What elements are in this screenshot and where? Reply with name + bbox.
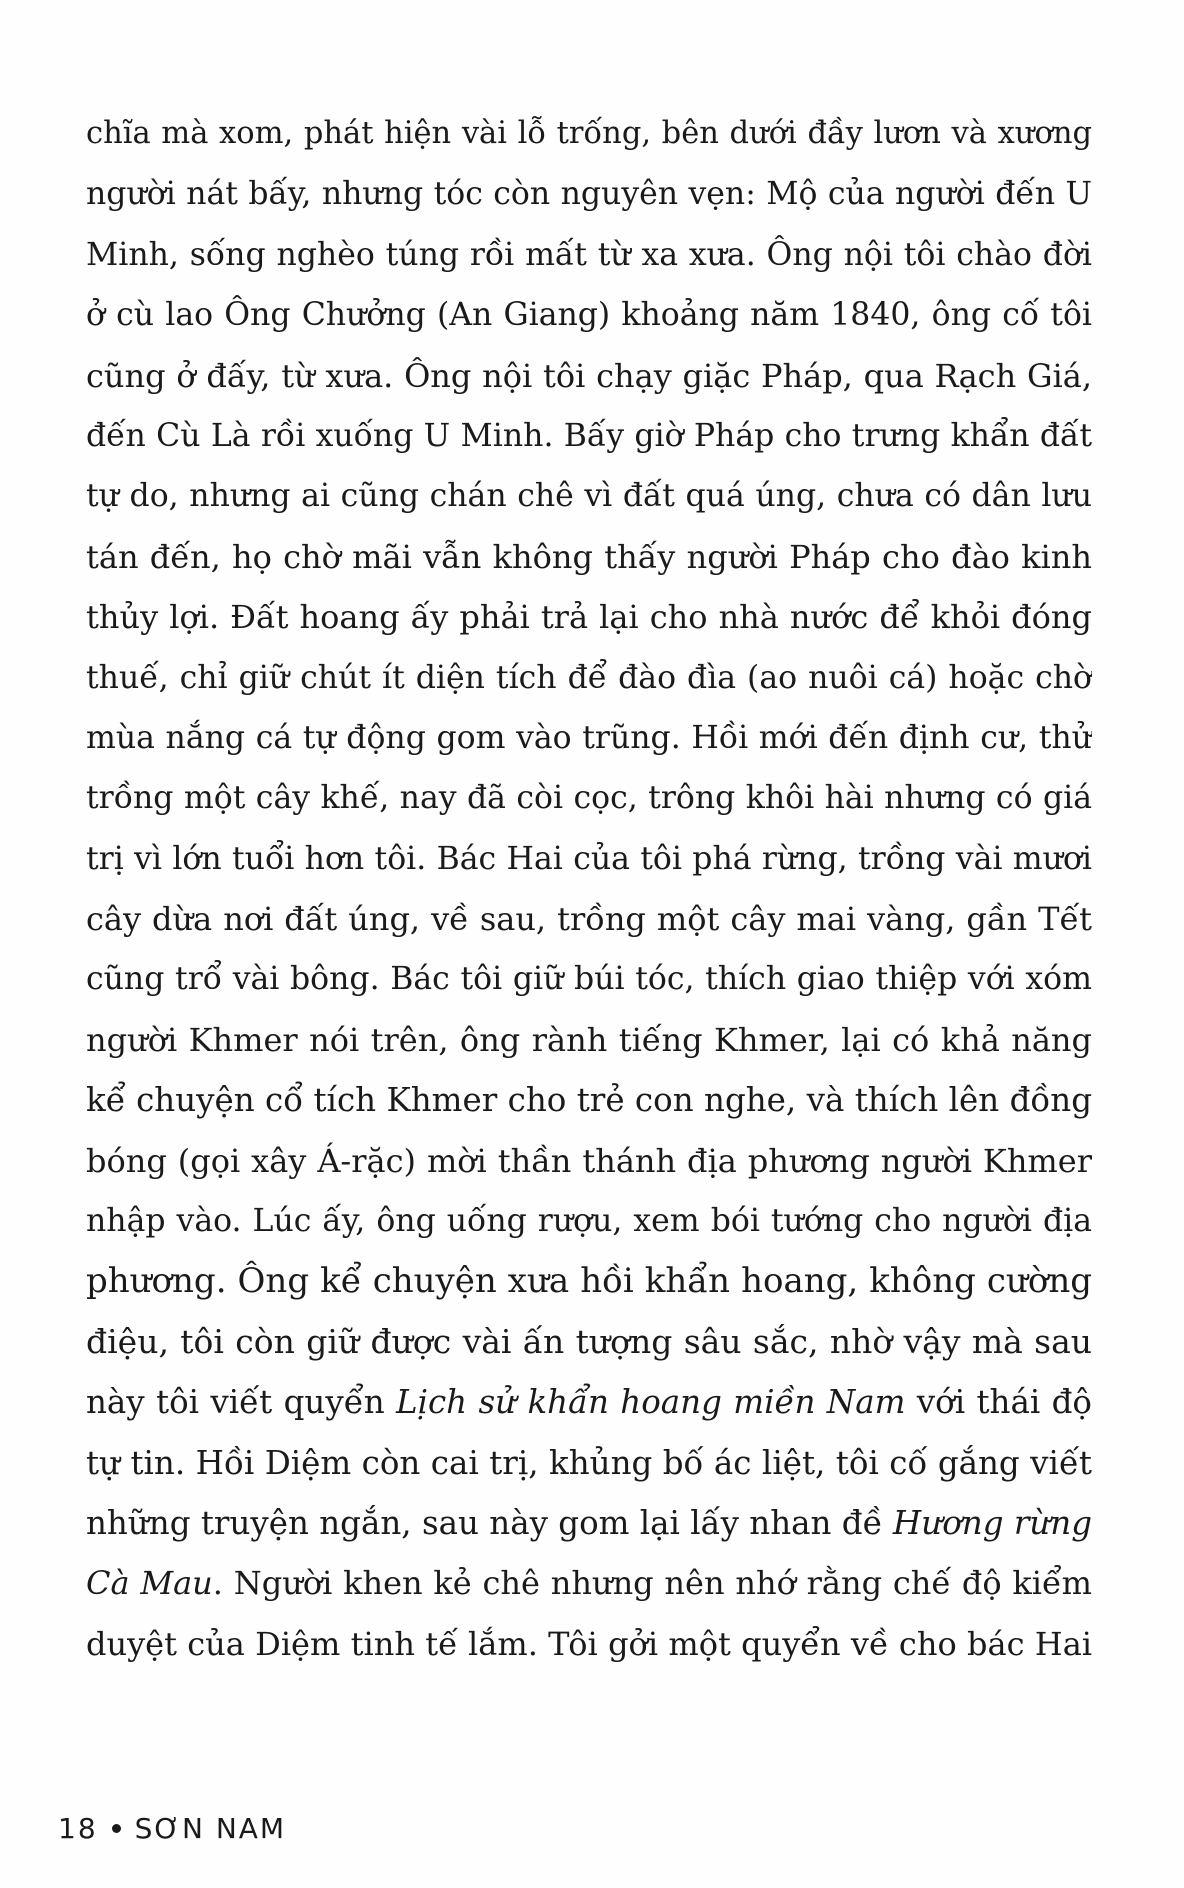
text-line: mùa nắng cá tự động gom vào trũng. Hồi mới đến định cư, thử xyxy=(86,719,1092,756)
text-line: Cà Mau. Người khen kẻ chê nhưng nên nhớ rằng chế độ kiểm xyxy=(86,1564,1092,1603)
bullet-icon xyxy=(112,1824,121,1833)
text-line: người Khmer nói trên, ông rành tiếng Khmer, lại có khả năng xyxy=(86,1020,1092,1059)
text-line: cây dừa nơi đất úng, về sau, trồng một cây mai vàng, gần Tết xyxy=(86,900,1092,939)
text-line: duyệt của Diệm tinh tế lắm. Tôi gởi một quyển về cho bác Hai xyxy=(86,1624,1092,1663)
text-line: trồng một cây khế, nay đã còi cọc, trông khôi hài nhưng có giá xyxy=(86,780,1092,817)
text-line: này tôi viết quyển Lịch sử khẩn hoang miền Nam với thái độ xyxy=(86,1383,1092,1422)
text-line: cũng ở đấy, từ xưa. Ông nội tôi chạy giặc Pháp, qua Rạch Giá, xyxy=(86,356,1092,395)
text-line: tự tin. Hồi Diệm còn cai trị, khủng bố ác liệt, tôi cố gắng viết xyxy=(86,1443,1092,1482)
text-line: điệu, tôi còn giữ được vài ấn tượng sâu sắc, nhờ vậy mà sau xyxy=(86,1321,1092,1361)
text-line: đến Cù Là rồi xuống U Minh. Bấy giờ Pháp cho trưng khẩn đất xyxy=(86,417,1092,454)
text-line: trị vì lớn tuổi hơn tôi. Bác Hai của tôi phá rừng, trồng vài mươi xyxy=(86,840,1092,877)
text-line: thuế, chỉ giữ chút ít diện tích để đào đìa (ao nuôi cá) hoặc chờ xyxy=(86,659,1092,696)
page-number: 18 xyxy=(58,1812,98,1845)
author-name: SƠN NAM xyxy=(134,1812,287,1845)
page-footer xyxy=(58,1812,286,1845)
text-line: bóng (gọi xây Á-rặc) mời thần thánh địa phương người Khmer xyxy=(86,1141,1092,1180)
text-line: chĩa mà xom, phát hiện vài lỗ trống, bên dưới đầy lươn và xương xyxy=(86,116,1092,151)
book-title-italic: Cà Mau xyxy=(86,1564,213,1603)
text-line: cũng trổ vài bông. Bác tôi giữ búi tóc, thích giao thiệp với xóm xyxy=(86,961,1092,998)
text-line: những truyện ngắn, sau này gom lại lấy nhan đề Hương rừng xyxy=(86,1503,1092,1542)
text-line: kể chuyện cổ tích Khmer cho trẻ con nghe, và thích lên đồng xyxy=(86,1081,1092,1120)
text-line: Minh, sống nghèo túng rồi mất từ xa xưa. Ông nội tôi chào đời xyxy=(86,236,1092,273)
text-line: ở cù lao Ông Chưởng (An Giang) khoảng năm 1840, ông cố tôi xyxy=(86,297,1092,334)
body-text xyxy=(86,104,1092,1674)
text-line: thủy lợi. Đất hoang ấy phải trả lại cho nhà nước để khỏi đóng xyxy=(86,598,1092,637)
book-title-italic: Lịch sử khẩn hoang miền Nam xyxy=(396,1383,906,1422)
text-line: người nát bấy, nhưng tóc còn nguyên vẹn: Mộ của người đến U xyxy=(86,176,1092,213)
text-line: tán đến, họ chờ mãi vẫn không thấy người Pháp cho đào kinh xyxy=(86,537,1092,576)
text-line: phương. Ông kể chuyện xưa hồi khẩn hoang, không cường xyxy=(86,1261,1092,1302)
book-title-italic: Hương rừng xyxy=(892,1503,1092,1542)
text-line: tự do, nhưng ai cũng chán chê vì đất quá úng, chưa có dân lưu xyxy=(86,478,1092,515)
text-line: nhập vào. Lúc ấy, ông uống rượu, xem bói tướng cho người địa xyxy=(86,1203,1092,1240)
